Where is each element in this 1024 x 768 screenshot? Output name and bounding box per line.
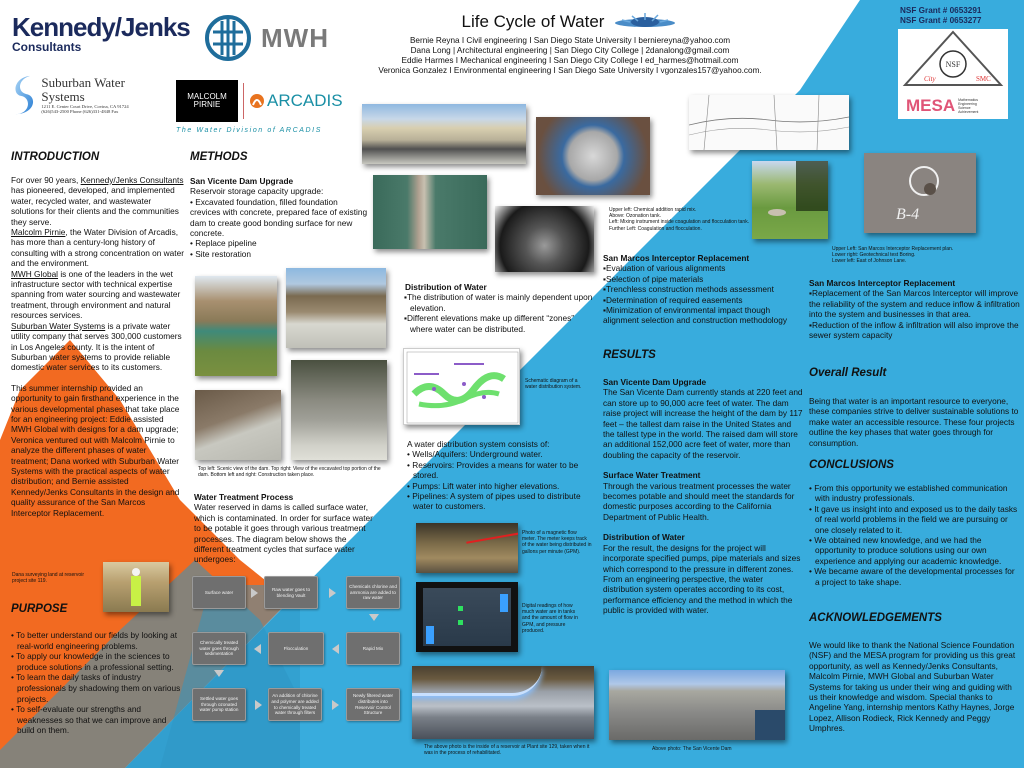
- purpose-heading: PURPOSE: [11, 603, 68, 615]
- pirnie-text: PIRNIE: [193, 100, 221, 109]
- intro-text: For over 90 years,: [11, 175, 81, 185]
- arrow-right-icon: [332, 700, 339, 710]
- san-marcos-method-item: ▪Selection of pipe materials: [603, 273, 704, 284]
- dam-methods-title: San Vicente Dam Upgrade: [190, 176, 294, 186]
- author-line: Veronica Gonzalez I Environmental engineering I San Diego Sate University I vgonzales157@yahoo.com.: [378, 66, 762, 75]
- svg-text:SMC: SMC: [976, 75, 991, 83]
- poster-title-block: [360, 12, 780, 76]
- san-marcos-results-title: San Marcos Interceptor Replacement: [809, 278, 956, 288]
- suburban-swoosh-icon: [10, 72, 37, 118]
- water-treatment-title: Water Treatment Process: [194, 492, 294, 502]
- system-item: • Wells/Aquifers: Underground water.: [407, 449, 543, 460]
- intro-text: is a private water utility company that serves 300,000 customers in Los Angeles county. It is the intent of Suburban water systems to provide reliable domestic water services to its customers.: [11, 320, 182, 373]
- purpose-item: • To apply our knowledge in the sciences to produce solutions in a professional setting.: [11, 651, 174, 672]
- distribution-item: ▪Different elevations make up different “zones” where water can be distributed.: [404, 313, 575, 334]
- arrow-right-icon: [251, 588, 258, 598]
- san-marcos-methods-title: San Marcos Interceptor Replacement: [603, 253, 750, 263]
- grant-number: NSF Grant # 0653291: [900, 6, 982, 15]
- plan-drawing-icon: [689, 95, 849, 150]
- arrow-right-icon: [329, 588, 336, 598]
- geotechnical-boring-photo: [864, 153, 976, 233]
- flow-step-5: Flocculation: [268, 632, 324, 665]
- reservoir-interior-photo: [412, 666, 594, 739]
- ozonation-tank-photo: [536, 117, 650, 195]
- results-dam-title: San Vicente Dam Upgrade: [603, 377, 707, 387]
- dam-method-item: • Replace pipeline: [190, 238, 257, 249]
- conclusion-item: • It gave us insight into and exposed us to the daily tasks of real world problems in the field we are pursuing or one closely related to it.: [809, 503, 1018, 535]
- purpose-list: [11, 630, 186, 736]
- dam-photos-caption: Top left: Scenic view of the dam. Top right: View of the excavated top portion of the dam. Bottom left and right: Construction taken place.: [198, 466, 381, 479]
- overall-result-section: [809, 367, 1019, 448]
- dam-construction-photo-1: [195, 390, 281, 460]
- san-marcos-results-section: [809, 278, 1021, 340]
- suburban-water-logo: [10, 70, 160, 120]
- flow-step-1: Surface water: [192, 576, 246, 609]
- mixing-instrument-photo: [495, 206, 594, 272]
- arrow-down-icon: [369, 614, 379, 621]
- purpose-item: • To better understand our fields by looking at real-world engineering problems.: [11, 630, 178, 651]
- suburban-name: Suburban Water Systems: [41, 75, 125, 104]
- intro-text: , the Water Division of Arcadis, has more than a century-long history of consulting with a strong concentration on water and the environment.: [11, 227, 184, 269]
- water-treatment-text: Water reserved in dams is called surface water, which is contaminated. In order for surface water to be potable it goes through various treatment processes. The diagram below shows the different treatment cycles that surface water undergoes:: [194, 502, 373, 565]
- san-marcos-result-item: ▪Reduction of the inflow & infiltration will also improve the sewer system capacity: [809, 319, 1019, 341]
- purpose-section: [11, 603, 186, 736]
- san-vicente-dam-caption: Above photo: The San Vicente Dam: [652, 746, 732, 752]
- dam-method-item: • Excavated foundation, filled foundation crevices with concrete, prepared face of existing dam to create good bonding surface for new concrete.: [190, 196, 368, 239]
- caption-line: Left: Mixing instrument inside coagulation and flocculation tank.: [609, 219, 750, 226]
- flow-step-9: Newly filtered water distributes into Reservoir Control Structure: [346, 688, 400, 721]
- san-marcos-method-item: ▪Determination of required easements: [603, 294, 743, 305]
- results-heading: RESULTS: [603, 349, 656, 361]
- globe-icon: [205, 15, 251, 61]
- malcolm-pirnie-link[interactable]: Malcolm Pirnie: [11, 227, 66, 238]
- arrow-down-icon: [214, 670, 224, 677]
- san-marcos-result-item: ▪Replacement of the San Marcos Interceptor will improve the reliability of the system and reduce inflow & infiltration into the system and businesses in that area.: [809, 288, 1020, 320]
- reservoir-caption: The above photo is the inside of a reservoir at Plant site 129, taken when it was in the process of rehabilitated.: [424, 744, 590, 757]
- survey-photo-caption: Dana surveying land at reservoir project site 119.: [12, 572, 84, 585]
- author-list: [360, 36, 780, 76]
- system-item: • Reservoirs: Provides a means for water to be stored.: [407, 459, 579, 481]
- svg-text:City: City: [924, 75, 936, 83]
- flow-step-8: An addition of chlorine and polymer are added to chemically treated water through filters: [268, 688, 322, 721]
- dam-method-item: • Site restoration: [190, 248, 252, 259]
- svg-text:NSF: NSF: [945, 60, 961, 69]
- conclusion-item: • From this opportunity we established communication with industry professionals.: [809, 483, 1008, 504]
- author-line: Bernie Reyna I Civil engineering I San Diego State University I berniereyna@yahoo.com: [409, 36, 731, 45]
- schematic-caption: Schematic diagram of a water distribution system.: [525, 378, 582, 391]
- intro-text: has pioneered, developed, and implemented water, recycled water, and wastewater solutions for their clients and the communities they serve.: [11, 185, 179, 227]
- flow-meter-photo: [416, 523, 518, 573]
- distribution-schematic: [403, 348, 520, 425]
- san-marcos-method-item: ▪Evaluation of various alignments: [603, 263, 726, 274]
- san-marcos-methods-section: [603, 253, 798, 326]
- introduction-body: [11, 175, 186, 373]
- kennedy-jenks-sub: Consultants: [12, 40, 82, 54]
- acknowledgements-section: [809, 612, 1021, 734]
- internship-paragraph: This summer internship provided an opportunity to gain firsthand experience in the various developmental phases that take place for an engineering project: Eddie assisted MWH Global with designs for a dam upgrade; Veronica ventured out with Malcolm Pirnie to analyze the different phases of water treatment; Dana worked with Suburban Water Systems with the practical aspects of water distribution; and Bernie assisted Kennedy/Jenks Consultants in the design and quality assurance of the San Marcos Interceptor Replacement.: [11, 382, 180, 518]
- san-vicente-dam-photo: [609, 670, 785, 740]
- johnson-lane-photo: [752, 161, 828, 239]
- kennedy-jenks-link[interactable]: Kennedy/Jenks Consultants: [80, 175, 184, 185]
- schematic-diagram-icon: [404, 349, 520, 425]
- malcolm-pirnie-logo: [176, 80, 238, 122]
- san-marcos-method-item: ▪Trenchless construction methods assessment: [603, 284, 774, 295]
- acknowledgements-heading: ACKNOWLEDGEMENTS: [809, 612, 942, 624]
- arrow-right-icon: [255, 700, 262, 710]
- caption-line: Above: Ozonation tank.: [609, 213, 661, 220]
- suburban-address: 1211 E. Center Court Drive, Covina, CA 91724: [41, 104, 129, 109]
- dam-methods-intro: Reservoir storage capacity upgrade:: [190, 186, 324, 197]
- results-swt-text: Through the various treatment processes the water becomes potable and should meet the standards for domestic purposes according to the California Department of Public Health.: [603, 480, 795, 522]
- treatment-photos-caption: [609, 207, 769, 232]
- flow-step-7: Settled water goes through ozonated water pump station: [192, 688, 246, 721]
- kennedy-jenks-logo: [12, 14, 202, 58]
- distribution-title: Distribution of Water: [405, 282, 487, 292]
- dam-top-photo: [286, 268, 386, 348]
- conclusions-heading: CONCLUSIONS: [809, 459, 894, 471]
- rapid-mix-photo: [362, 104, 526, 164]
- mesa-sub: Mathematics Engineering Science Achievement: [958, 98, 979, 114]
- conclusions-list: [809, 483, 1021, 587]
- nsf-mesa-logo: [898, 29, 1008, 119]
- kennedy-jenks-name: Kennedy/Jenks: [12, 12, 190, 42]
- distribution-item: ▪The distribution of water is mainly dependent upon elevation.: [404, 292, 593, 313]
- san-marcos-plan-drawing: [689, 95, 849, 150]
- digital-readings-photo: [416, 582, 518, 652]
- nsf-triangle-icon: [898, 29, 1008, 91]
- arcadis-emblem-icon: [249, 93, 265, 109]
- grant-number: NSF Grant # 0653277: [900, 16, 982, 25]
- dam-methods: [190, 176, 370, 259]
- arcadis-name: ARCADIS: [267, 91, 343, 110]
- arrow-left-icon: [254, 644, 261, 654]
- flow-step-2: Raw water goes to blending Vault: [264, 576, 318, 609]
- author-line: Dana Long | Architectural engineering | San Diego City College | 2danalong@gmail.com: [410, 46, 730, 55]
- methods-section: [190, 151, 370, 259]
- boring-marking-icon: [864, 153, 976, 233]
- dam-scenic-photo: [195, 276, 277, 376]
- caption-line: Upper Left: San Marcos Interceptor Replacement plan.: [832, 246, 954, 252]
- dam-construction-photo-2: [291, 360, 387, 460]
- conclusions-section: [809, 459, 1021, 587]
- purpose-item: • To self-evaluate our strengths and weaknesses so that we can improve and build on them.: [11, 704, 167, 736]
- flow-step-4: Rapid Mix: [346, 632, 400, 665]
- system-item: • Pumps: Lift water into higher elevations.: [407, 480, 560, 491]
- overall-result-text: Being that water is an important resource to everyone, these companies strive to deliver sustainable solutions to make water an accessible resource. These four projects outline the key phases that water goes through for consumption.: [809, 396, 1019, 448]
- malcolm-pirnie-arcadis-logo: [176, 80, 344, 140]
- results-dist-title: Distribution of Water: [603, 532, 685, 543]
- mesa-name: MESA: [906, 96, 956, 115]
- system-intro: A water distribution system consists of:: [407, 439, 550, 449]
- svg-text:B-4: B-4: [896, 206, 920, 223]
- results-dam-text: The San Vicente Dam currently stands at 220 feet and can store up to 90,000 acre feet of water. The dam raise project will increase the height of the dam by 117 feet – the tallest dam raise in the United States and the tallest type in the world. The raised dam will store an additional 152,000 acre feet of water, more than doubling the capacity of the reservoir.: [603, 387, 803, 460]
- san-marcos-photo-caption: [832, 246, 1012, 265]
- arcadis-tagline: The Water Division of ARCADIS: [176, 127, 322, 134]
- flow-step-6: Chemically treated water goes through sedimentation: [192, 632, 246, 665]
- mwh-name: MWH: [261, 22, 329, 53]
- conclusion-item: • We became aware of the developmental processes for a project to take shape.: [809, 566, 1015, 587]
- system-item: • Pipelines: A system of pipes used to distribute water to customers.: [407, 491, 581, 512]
- distribution-system-list: [407, 439, 597, 512]
- san-marcos-method-item: ▪Minimization of environmental impact though alignment selection and construction methodology: [603, 305, 788, 326]
- purpose-item: • To learn the daily tasks of industry professionals by shadowing them on various projects.: [11, 672, 181, 704]
- results-swt-title: Surface Water Treatment: [603, 470, 701, 481]
- flow-meter-caption: Photo of a magnetic flow meter. The meter keeps track of the water being distributed in gallons per minute (GPM).: [522, 530, 592, 555]
- author-line: Eddie Harmes I Mechanical engineering I San Diego City College I ed_harmes@hotmail.com: [401, 56, 739, 65]
- methods-heading: METHODS: [190, 151, 248, 163]
- water-treatment-section: [194, 492, 376, 565]
- mwh-global-link[interactable]: MWH Global: [11, 268, 59, 279]
- caption-line: Lower left: East of Johnson Lane.: [832, 258, 907, 265]
- poster-title: Life Cycle of Water: [461, 12, 605, 31]
- digital-readings-caption: Digital readings of how much water are in tanks and the amount of flow in GPM, and pressure produced.: [522, 603, 578, 634]
- intro-text: is one of the leaders in the wet infrastructure sector with technical expertise spanning from water sourcing and wastewater treatment, through environment and natural resources services.: [11, 268, 181, 321]
- introduction-heading: INTRODUCTION: [11, 151, 100, 163]
- suburban-water-link[interactable]: Suburban Water Systems: [11, 320, 106, 331]
- results-dist-text: For the result, the designs for the project will incorporate specified pumps, pipe materials and sizes which correspond to the pressure in different zones. From an engineering perspective, the water distribution system operates according to its cost, performance efficiency and the method in which the public is provided with water.: [603, 542, 801, 616]
- malcolm-text: MALCOLM: [187, 92, 227, 101]
- caption-line: Lower right: Geotechnical test Boring.: [832, 252, 916, 259]
- conclusion-item: • We obtained new knowledge, and we had the opportunity to produce solutions using our own experience and applying our academic knowledge.: [809, 535, 1002, 566]
- flow-step-3: Chemicals chlorine and ammonia are added to raw water: [346, 576, 400, 609]
- distribution-section: [405, 282, 595, 334]
- arrow-left-icon: [332, 644, 339, 654]
- nsf-grants: [900, 6, 981, 26]
- mwh-logo: [205, 12, 345, 64]
- caption-line: Further Left: Coagulation and flocculation.: [609, 225, 702, 232]
- suburban-phone: (626)543-2500 Phone (626)331-4848 Fax: [41, 109, 119, 114]
- introduction-section: [11, 151, 186, 518]
- flocculation-photo: [373, 175, 487, 249]
- water-splash-icon: [612, 12, 678, 32]
- acknowledgements-text: We would like to thank the National Science Foundation (NSF) and the MESA program for providing us this great opportunity, as well as Kennedy/Jenks Consultants, Malcolm Pirnie, MWH Global and Suburban Water Systems for taking us under their wing and guiding with us their knowledge and wisdom. Special thanks to Angeline Yang, internship mentors Kathy Haynes, Jorge Lopez, Allison Rodieck, Rick Kennedy and Peggy Umphres.: [809, 640, 1016, 734]
- overall-result-heading: Overall Result: [809, 367, 887, 379]
- results-section: [603, 377, 803, 616]
- caption-line: Upper left: Chemical addition rapid mix.: [609, 207, 697, 213]
